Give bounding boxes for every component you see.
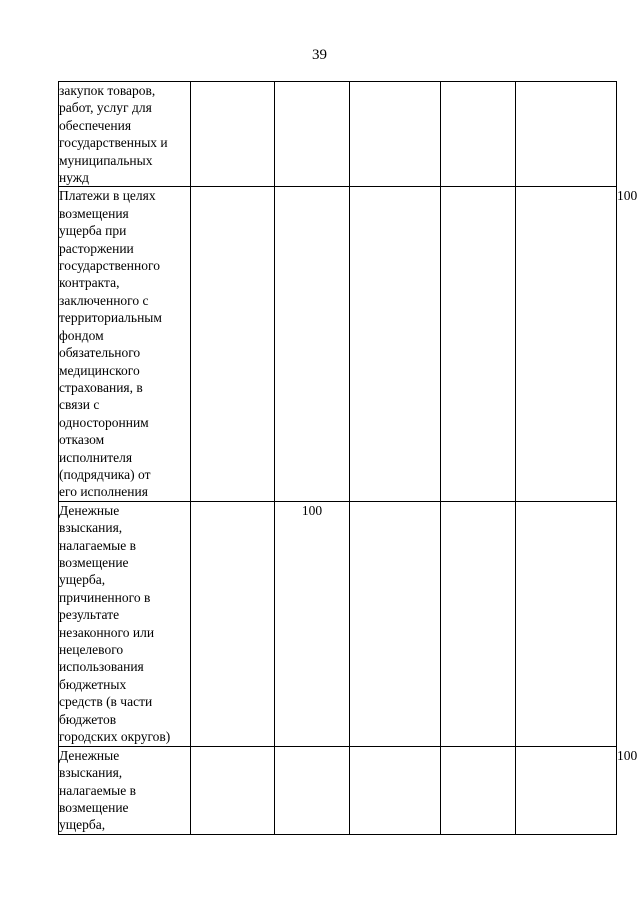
revenue-name-line: контракта, bbox=[59, 275, 120, 291]
revenue-name-line: возмещения bbox=[59, 205, 129, 221]
table-row: Денежные взыскания, налагаемые в возмещение ущерба, 100 bbox=[59, 747, 638, 833]
revenue-name-line: территориальным bbox=[59, 310, 162, 326]
revenue-name-line: нужд bbox=[59, 170, 89, 186]
revenue-name-line: страхования, в bbox=[59, 379, 143, 395]
revenue-name-line: фондом bbox=[59, 327, 104, 343]
percentage-cell bbox=[350, 501, 441, 746]
percentage-cell bbox=[441, 501, 516, 746]
revenue-name-line: Денежные bbox=[59, 502, 120, 518]
revenue-name-line: Платежи в целях bbox=[59, 188, 156, 204]
percentage-cell bbox=[275, 187, 350, 501]
percentage-cell bbox=[441, 187, 516, 501]
percentage-cell bbox=[516, 501, 617, 746]
revenue-name-line: взыскания, bbox=[59, 520, 123, 536]
revenue-name-line: заключенного с bbox=[59, 292, 149, 308]
revenue-name-line: причиненного в bbox=[59, 589, 151, 605]
revenue-name-line: обязательного bbox=[59, 345, 141, 361]
revenue-name-line: налагаемые в bbox=[59, 537, 136, 553]
percentage-cell bbox=[441, 82, 516, 187]
percentage-cell bbox=[441, 746, 516, 834]
revenue-name-line: незаконного или bbox=[59, 624, 155, 640]
revenue-name-line: возмещение bbox=[59, 554, 129, 570]
revenue-name-cell bbox=[59, 82, 191, 187]
percentage-cell bbox=[516, 746, 617, 834]
percentage-cell bbox=[191, 82, 275, 187]
percentage-cell bbox=[275, 746, 350, 834]
revenue-name-line: ущерба, bbox=[59, 572, 106, 588]
percentage-cell bbox=[516, 82, 617, 187]
percentage-cell bbox=[516, 187, 617, 501]
revenue-name-line: использования bbox=[59, 659, 144, 675]
revenue-name-line: взыскания, bbox=[59, 765, 123, 781]
revenue-name-line: результате bbox=[59, 607, 120, 623]
revenue-name-line: Денежные bbox=[59, 747, 120, 763]
percentage-cell bbox=[191, 501, 275, 746]
revenue-name-cell bbox=[59, 501, 191, 746]
percentage-cell bbox=[191, 187, 275, 501]
revenue-name-line: отказом bbox=[59, 432, 105, 448]
page-number: 39 bbox=[312, 47, 327, 63]
revenue-name-line: средств (в части bbox=[59, 694, 153, 710]
revenue-name-line: закупок товаров, bbox=[59, 83, 156, 98]
revenue-name-line: его исполнения bbox=[59, 484, 148, 500]
revenue-name-line: муниципальных bbox=[59, 152, 153, 168]
percentage-cell bbox=[350, 187, 441, 501]
revenue-name-line: ущерба, bbox=[59, 817, 106, 833]
revenue-name-line: нецелевого bbox=[59, 642, 124, 657]
percentage-cell bbox=[275, 82, 350, 187]
table-row bbox=[59, 82, 617, 187]
revenue-name-line: бюджетных bbox=[59, 676, 127, 692]
percentage-cell: 100 bbox=[275, 501, 350, 746]
revenue-distribution-table bbox=[58, 81, 638, 835]
percentage-cell bbox=[350, 82, 441, 187]
revenue-name-line: связи с bbox=[59, 397, 100, 413]
revenue-name-line: расторжении bbox=[59, 240, 134, 256]
percentage-cell bbox=[191, 746, 275, 834]
revenue-name-line: работ, услуг для bbox=[59, 100, 152, 116]
revenue-name-line: возмещение bbox=[59, 799, 129, 815]
revenue-name-line: городских округов) bbox=[59, 729, 171, 745]
revenue-name-cell bbox=[59, 187, 191, 501]
revenue-name-cell bbox=[59, 746, 191, 834]
revenue-name-line: медицинского bbox=[59, 362, 140, 378]
revenue-name-line: государственных и bbox=[59, 135, 168, 151]
revenue-name-line: бюджетов bbox=[59, 711, 117, 727]
percentage-cell bbox=[350, 746, 441, 834]
revenue-name-line: ущерба при bbox=[59, 223, 127, 239]
revenue-name-line: (подрядчика) от bbox=[59, 466, 151, 482]
revenue-name-line: государственного bbox=[59, 258, 160, 274]
revenue-name-line: обеспечения bbox=[59, 117, 132, 133]
revenue-name-line: односторонним bbox=[59, 414, 149, 430]
table-row bbox=[59, 501, 617, 746]
table-row: Платежи в целях возмещения ущерба при расторжении государственного контракта, заключенного с территориальным фондом обязательного медицинского страхования, в связи с односторонним отказом исполнителя (подрядчика) от его исполнения 100 bbox=[59, 188, 638, 500]
revenue-name-line: налагаемые в bbox=[59, 782, 136, 798]
revenue-name-line: исполнителя bbox=[59, 449, 133, 465]
